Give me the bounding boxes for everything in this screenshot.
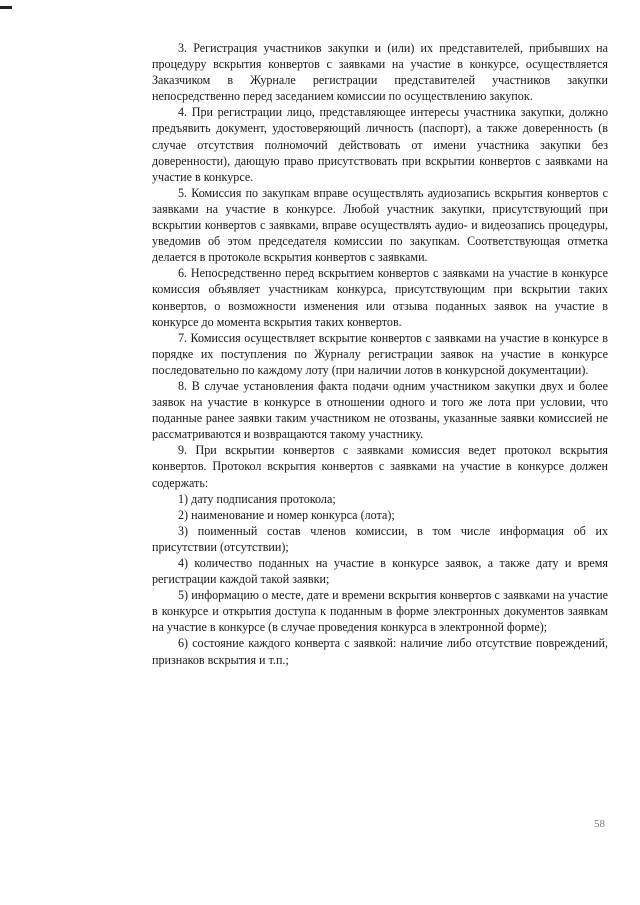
list-item-1: 1) дату подписания протокола;: [178, 491, 336, 506]
list-item-4: 4) количество поданных на участие в конкурсе заявок, а также дату и время регистрации каждой такой заявки;: [152, 556, 608, 587]
list-item-3: 3) поименный состав членов комиссии, в том числе информация об их присутствии (отсутствии);: [152, 523, 608, 554]
paragraph-3-registration: 3. Регистрация участников закупки и (или) их представителей, прибывших на процедуру вскрытия конвертов с заявками на участие в конкурсе, осуществляется Заказчиком в Журнале регистрации представителей участников закупки непосредственно перед заседанием комиссии по осуществлению закупок.: [152, 41, 608, 104]
document-body: [152, 40, 608, 668]
paragraph-8-duplicate-applications: 8. В случае установления факта подачи одним участником закупки двух и более заявок на участие в конкурсе в отношении одного и того же лота при условии, что поданные ранее заявки таким участником не отозваны, указанные заявки комиссией не рассматриваются и возвращаются такому участнику.: [152, 378, 608, 442]
paragraph-5-audio-recording: 5. Комиссия по закупкам вправе осуществлять аудиозапись вскрытия конвертов с заявками на участие в конкурсе. Любой участник закупки, присутствующий при вскрытии конвертов с заявками, вправе осуществлять аудио- и видеозапись процедуры, уведомив об этом председателя комиссии по закупкам. Соответствующая отметка делается в протоколе вскрытия конвертов с заявками.: [152, 185, 608, 265]
page-number: 58: [594, 818, 605, 830]
list-item-2: 2) наименование и номер конкурса (лота);: [178, 507, 395, 522]
paragraph-6-announcement: 6. Непосредственно перед вскрытием конвертов с заявками на участие в конкурсе комиссия объявляет участникам конкурса, присутствующим при вскрытии таких конвертов, о возможности изменения или отзыва поданных заявок на участие в конкурсе до момента вскрытия таких конвертов.: [152, 266, 608, 329]
scan-edge-mark: [0, 6, 12, 9]
paragraph-7-opening-order: 7. Комиссия осуществляет вскрытие конвертов с заявками на участие в конкурсе в порядке их поступления по Журналу регистрации заявок на участие в конкурсе последовательно по каждому лоту (при наличии лотов в конкурсной документации).: [152, 330, 608, 377]
list-item-5: 5) информацию о месте, дате и времени вскрытия конвертов с заявками на участие в конкурсе и открытия доступа к поданным в форме электронных документов заявкам на участие в конкурсе (в случае проведения конкурса в электронной форме);: [152, 588, 608, 635]
paragraph-9-protocol: 9. При вскрытии конвертов с заявками комиссия ведет протокол вскрытия конвертов. Протокол вскрытия конвертов с заявками на участие в конкурсе должен содержать:: [152, 443, 608, 490]
paragraph-4-identity-documents: 4. При регистрации лицо, представляющее интересы участника закупки, должно предъявить документ, удостоверяющий личность (паспорт), а также доверенность (в случае отсутствия полномочий действовать от имени участника закупки без доверенности), дающую право присутствовать при вскрытии конвертов с заявками на участие в конкурсе.: [152, 105, 608, 184]
list-item-6: 6) состояние каждого конверта с заявкой: наличие либо отсутствие повреждений, признаков вскрытия и т.п.;: [152, 636, 608, 667]
